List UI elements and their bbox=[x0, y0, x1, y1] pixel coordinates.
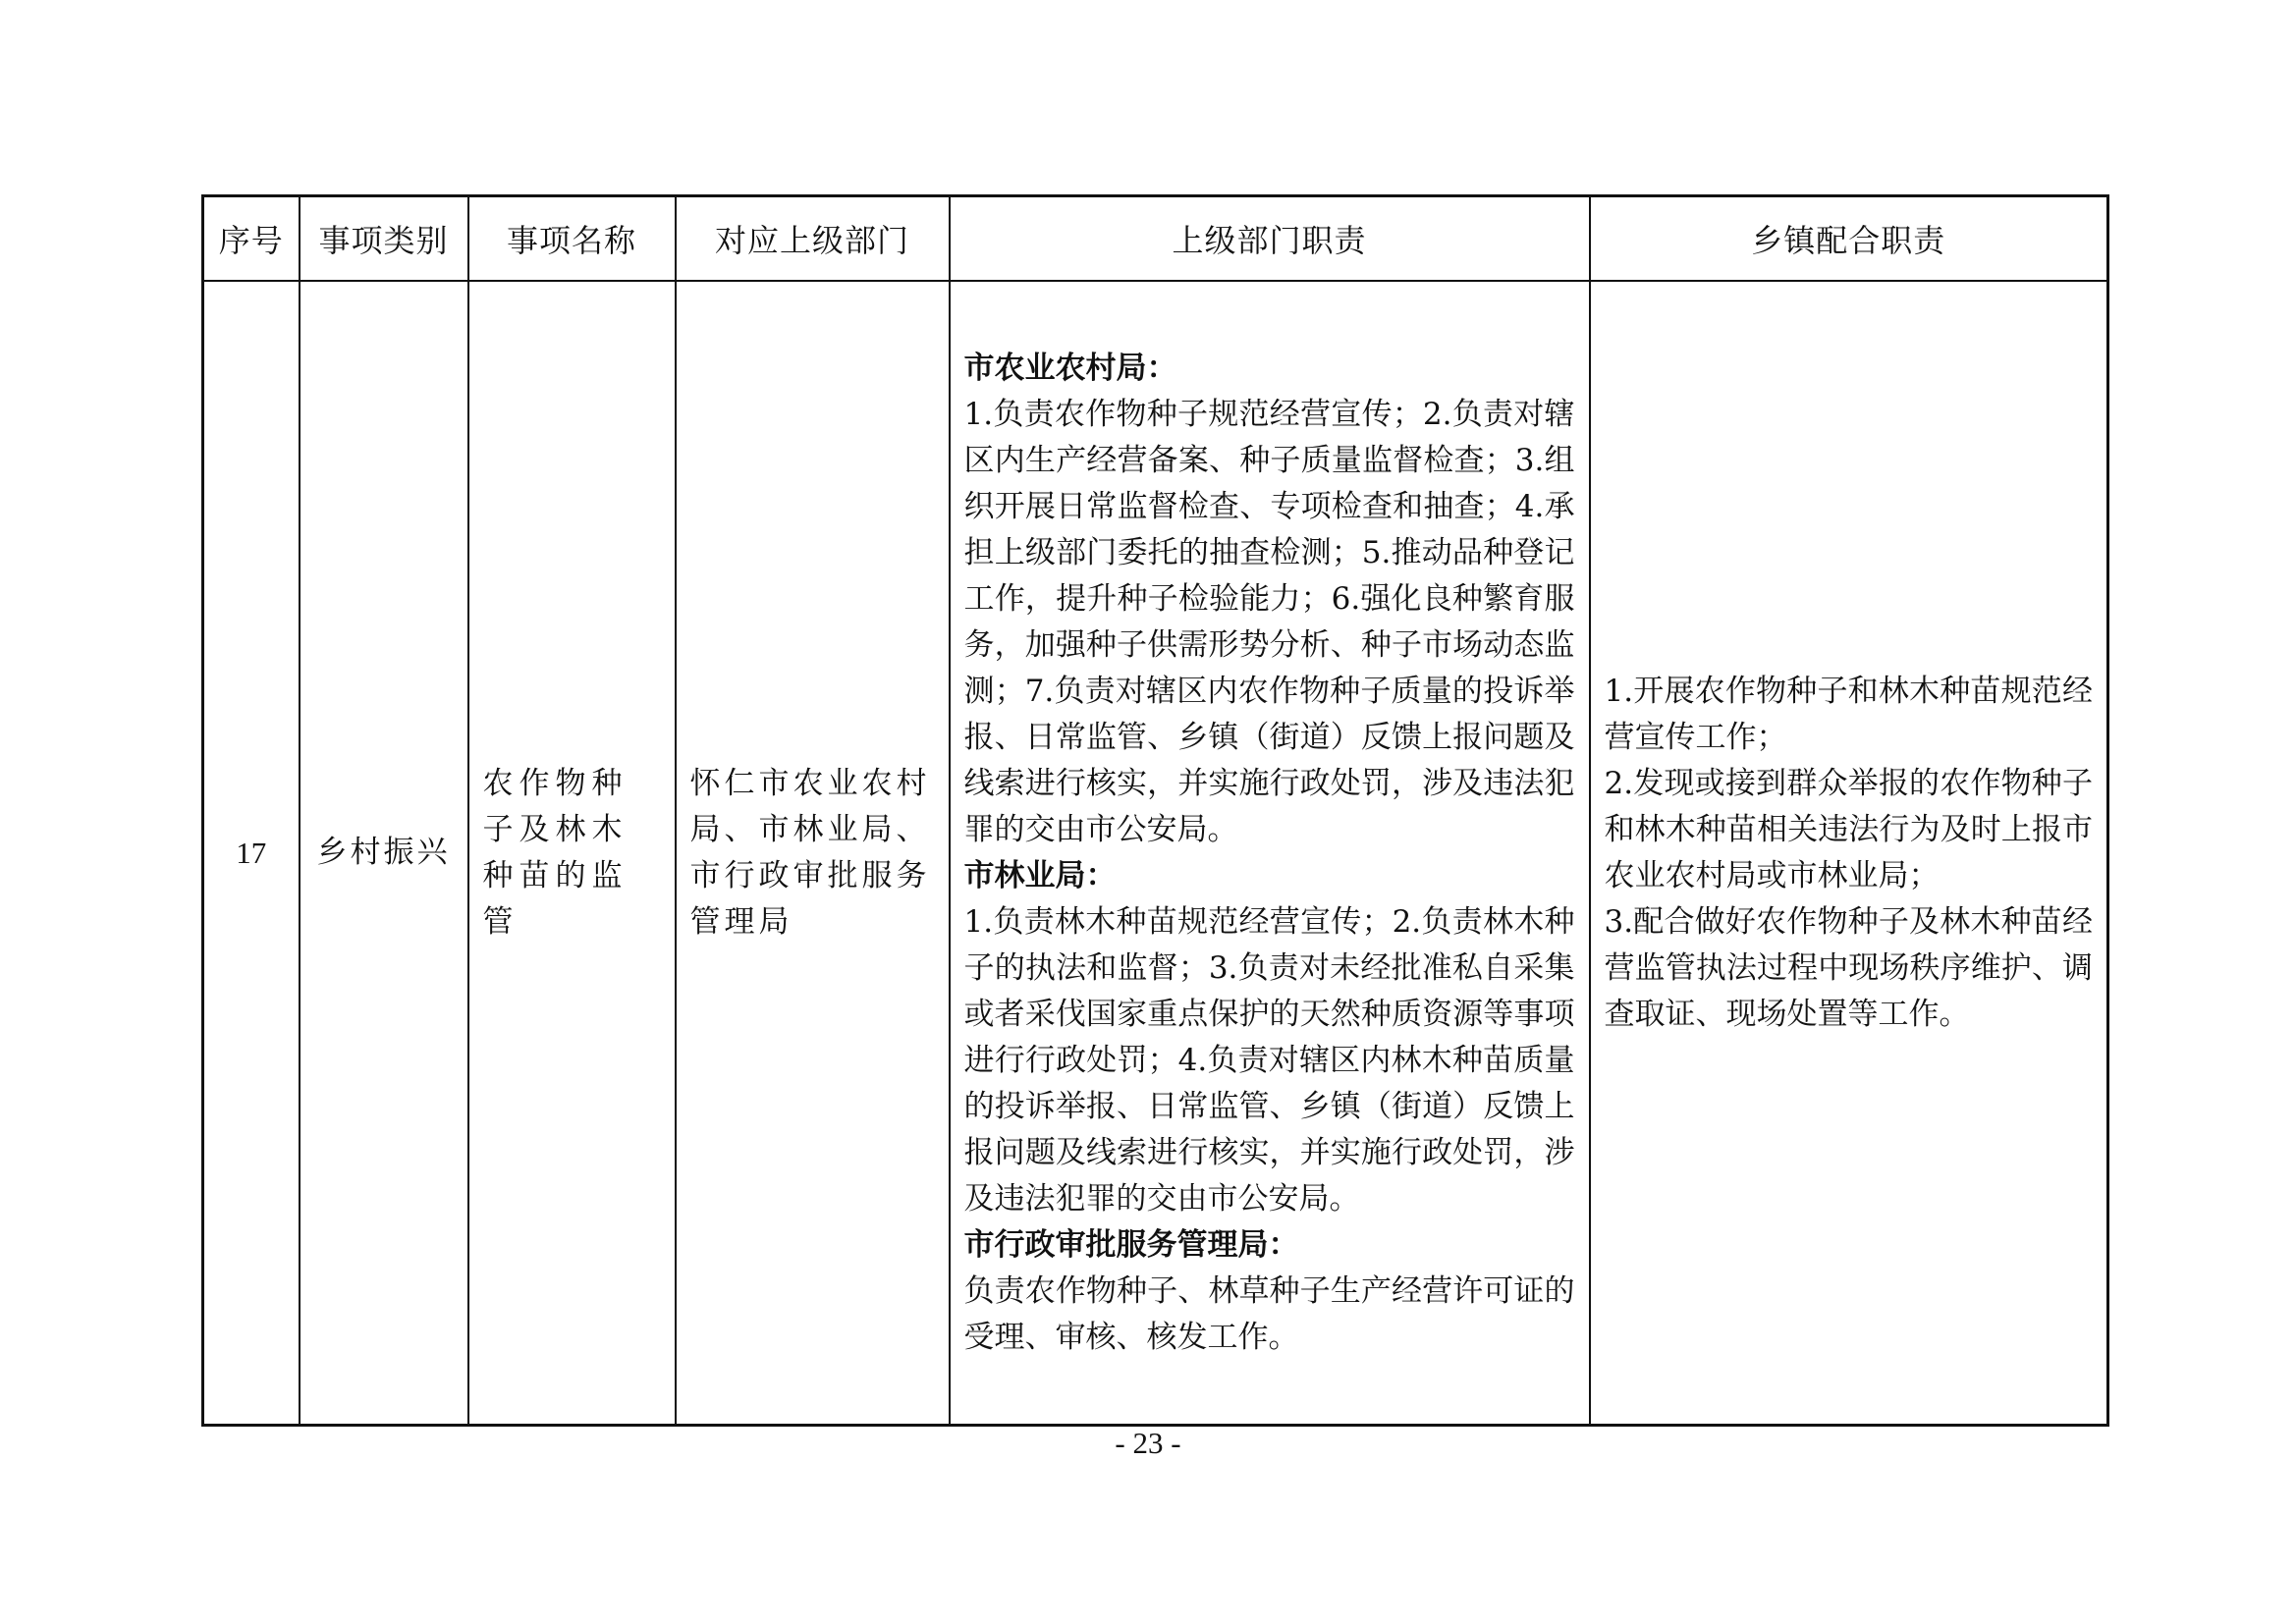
header-superior-department: 对应上级部门 bbox=[676, 196, 950, 282]
table-row bbox=[203, 281, 2108, 1426]
cell-seq: 17 bbox=[203, 281, 300, 1426]
header-superior-duties: 上级部门职责 bbox=[950, 196, 1590, 282]
town-duty-1: 1.开展农作物种子和林木种苗规范经营宣传工作； bbox=[1604, 673, 2093, 755]
duty-block-agriculture bbox=[964, 346, 1575, 853]
header-seq: 序号 bbox=[203, 196, 300, 282]
duty-block-forestry bbox=[964, 853, 1575, 1222]
duty-text-approval: 负责农作物种子、林草种子生产经营许可证的受理、审核、核发工作。 bbox=[963, 1272, 1575, 1355]
matters-table bbox=[201, 194, 2109, 1427]
duty-dept-agriculture: 市农业农村局： bbox=[963, 350, 1177, 386]
duty-block-approval bbox=[964, 1222, 1575, 1361]
cell-town-duties bbox=[1590, 281, 2108, 1426]
town-duty-3: 3.配合做好农作物种子及林木种苗经营监管执法过程中现场秩序维护、调查取证、现场处置等工作。 bbox=[1604, 903, 2093, 1032]
duty-text-agriculture: 1.负责农作物种子规范经营宣传；2.负责对辖区内生产经营备案、种子质量监督检查；3.组织开展日常监督检查、专项检查和抽查；4.承担上级部门委托的抽查检测；5.推动品种登记工作，提升种子检验能力；6.强化良种繁育服务，加强种子供需形势分析、种子市场动态监测；7.负责对辖区内农作物种子质量的投诉举报、日常监管、乡镇（街道）反馈上报问题及线索进行核实，并实施行政处罚，涉及违法犯罪的交由市公安局。 bbox=[963, 396, 1575, 847]
header-item-name: 事项名称 bbox=[468, 196, 676, 282]
duty-dept-approval: 市行政审批服务管理局： bbox=[963, 1226, 1299, 1263]
cell-superior-departments: 怀仁市农业农村局、市林业局、市行政审批服务管理局 bbox=[676, 281, 950, 1426]
cell-superior-duties bbox=[950, 281, 1590, 1426]
header-category: 事项类别 bbox=[300, 196, 468, 282]
cell-category: 乡村振兴 bbox=[300, 281, 468, 1426]
cell-item-name: 农作物种子及林木种苗的监管 bbox=[468, 281, 676, 1426]
duty-text-forestry: 1.负责林木种苗规范经营宣传；2.负责林木种子的执法和监督；3.负责对未经批准私自采集或者采伐国家重点保护的天然种质资源等事项进行行政处罚；4.负责对辖区内林木种苗质量的投诉举报、日常监管、乡镇（街道）反馈上报问题及线索进行核实，并实施行政处罚，涉及违法犯罪的交由市公安局。 bbox=[963, 903, 1575, 1217]
table-header-row bbox=[203, 196, 2108, 282]
duty-dept-forestry: 市林业局： bbox=[963, 857, 1117, 893]
header-town-duties: 乡镇配合职责 bbox=[1590, 196, 2108, 282]
town-duty-2: 2.发现或接到群众举报的农作物种子和林木种苗相关违法行为及时上报市农业农村局或市林业局； bbox=[1604, 765, 2093, 893]
page-number: - 23 - bbox=[1115, 1426, 1181, 1460]
